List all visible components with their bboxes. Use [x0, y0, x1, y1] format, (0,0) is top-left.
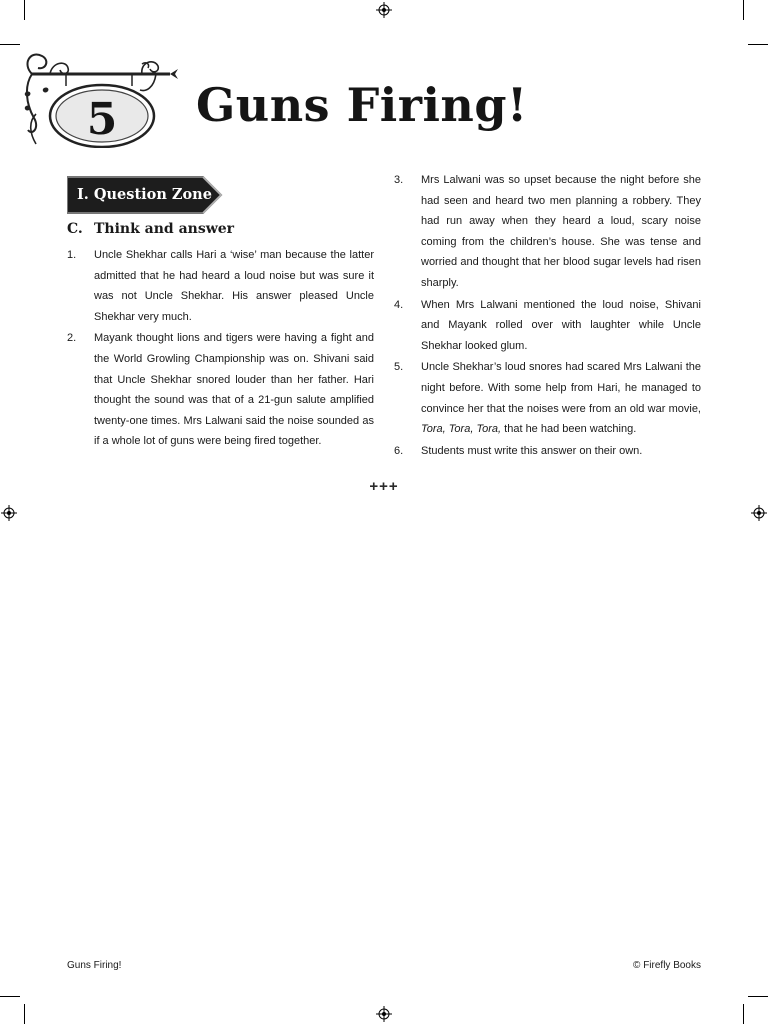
answer-item	[394, 357, 701, 439]
answer-text: Uncle Shekhar calls Hari a ‘wise’ man because the latter admitted that he had heard a loud noise but was sure it was not Uncle Shekhar. His answer pleased Uncle Shekhar very much.	[94, 249, 374, 323]
chapter-badge-icon	[22, 44, 182, 148]
answer-number: 6.	[394, 444, 404, 457]
answer-text: Students must write this answer on their own.	[421, 444, 643, 457]
answer-item	[394, 441, 701, 462]
answer-text-part: that he had been watching.	[501, 423, 637, 436]
answer-number: 1.	[67, 249, 77, 261]
answer-item	[67, 328, 374, 452]
chapter-title: Guns Firing!	[196, 78, 528, 132]
section-divider: +++	[369, 478, 399, 495]
answer-number: 2.	[67, 332, 77, 345]
crop-mark	[0, 44, 20, 45]
crop-mark	[748, 996, 768, 997]
answer-text: Mrs Lalwani was so upset because the night before she had seen and heard two men planning a robbery. They had run away when they heard a loud, scary noise coming from the children’s house. She was tense and worried and thought that her blood sugar levels had risen sharply.	[421, 174, 701, 289]
crop-mark	[748, 44, 768, 45]
answer-item	[394, 295, 701, 357]
crop-mark	[743, 0, 744, 20]
registration-mark-icon	[376, 1006, 392, 1022]
crop-mark	[0, 996, 20, 997]
answer-text: Mayank thought lions and tigers were having a fight and the World Growling Championship was on. Shivani said that Uncle Shekhar snored louder than her father. Hari thought the sound was that of a 21-gun salute amplified twenty-one times. Mrs Lalwani said the noise sounded as if a whole lot of guns were being fired together.	[94, 332, 374, 448]
answer-item	[67, 245, 374, 327]
answer-text	[421, 357, 701, 439]
answer-text: When Mrs Lalwani mentioned the loud noise, Shivani and Mayank rolled over with laughter while Uncle Shekhar looked glum.	[421, 298, 701, 352]
crop-mark	[743, 1004, 744, 1024]
answer-text-part: Uncle Shekhar’s loud snores had scared Mrs Lalwani the night before. With some help from Hari, he managed to convince her that the noises were from an old war movie,	[421, 361, 701, 415]
chapter-number: 5	[86, 94, 118, 145]
registration-mark-icon	[1, 505, 17, 521]
answer-number: 3.	[394, 174, 404, 186]
subsection-number: C.	[67, 221, 83, 237]
registration-mark-icon	[751, 505, 767, 521]
answer-list-right	[394, 170, 701, 462]
answer-list-left	[67, 245, 374, 453]
subsection-heading	[67, 221, 234, 237]
section-label: I. Question Zone	[77, 186, 212, 203]
footer-title: Guns Firing!	[67, 960, 122, 971]
answer-item	[394, 170, 701, 294]
crop-mark	[24, 0, 25, 20]
subsection-title: Think and answer	[94, 221, 235, 237]
answer-number: 5.	[394, 361, 404, 374]
crop-mark	[24, 1004, 25, 1024]
answer-number: 4.	[394, 298, 404, 311]
footer-publisher: © Firefly Books	[633, 960, 701, 971]
movie-title: Tora, Tora, Tora,	[421, 423, 502, 436]
registration-mark-icon	[376, 2, 392, 18]
